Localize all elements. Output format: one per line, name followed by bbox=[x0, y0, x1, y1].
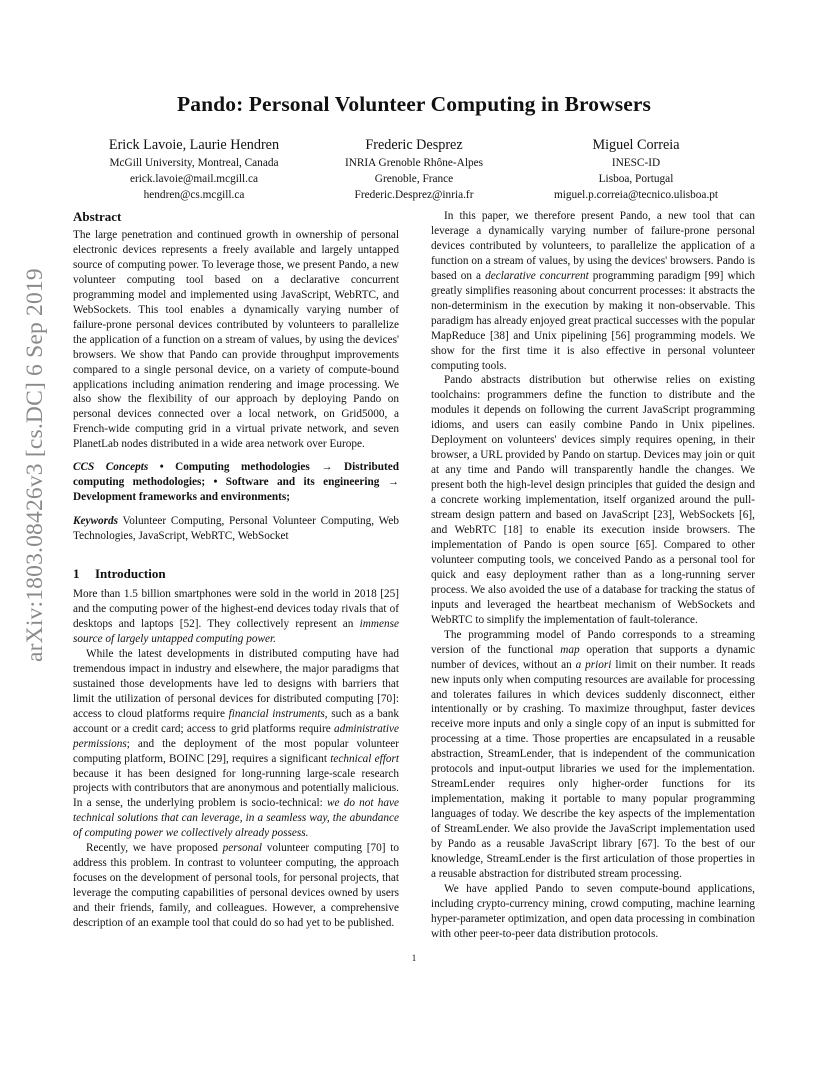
paragraph: Pando abstracts distribution but otherwise relies on existing toolchains: programmers define the function to distribute and the modules it depends on following the current JavaScript programming idioms, and users can easily combine Pando in Unix pipelines. Deployment on volunteers' devices simply requires opening, in their browser, a URL provided by Pando on startup. Devices may join or quit at any time and Pando will transparently handle the changes. We present both the high-level design principles that guided the design and a concrete working implementation, itself organized around the pull-stream design pattern and based on JavaScript [23], WebSockets [6], and WebRTC [18] to enable its execution inside browsers. The implementation of Pando is open source [65]. Compared to other volunteer computing tools, we conceived Pando as a personal tool for quick and easy deployment rather than as a long-running server process. We also avoided the use of a database for tracking the status of inputs and leveraged the heartbeat mechanism of WebSockets and WebRTC to simplify the implementation of fault-tolerance. bbox=[431, 374, 755, 626]
emphasis: financial instruments bbox=[228, 707, 325, 720]
author-name: Miguel Correia bbox=[592, 137, 680, 153]
author-location: Lisboa, Portugal bbox=[598, 173, 674, 186]
paragraph bbox=[73, 587, 399, 647]
text-run: The programming model of Pando corresponds to a streaming version of the functional bbox=[431, 628, 755, 656]
paper-title: Pando: Personal Volunteer Computing in Browsers bbox=[177, 92, 651, 116]
left-column bbox=[73, 209, 399, 931]
keywords bbox=[73, 514, 399, 544]
author-email: miguel.p.correia@tecnico.ulisboa.pt bbox=[553, 189, 719, 202]
paragraph bbox=[73, 647, 399, 841]
text-run: operation that supports a dynamic number of devices, without an bbox=[431, 643, 756, 671]
paragraph: We have applied Pando to seven compute-bound applications, including crypto-currency mining, crowd computing, machine learning hyper-parameter optimization, and open data processing in combination with other peer-to-peer data distribution protocols. bbox=[431, 882, 755, 940]
abstract-heading: Abstract bbox=[73, 209, 122, 224]
author-name: Erick Lavoie, Laurie Hendren bbox=[108, 137, 280, 153]
emphasis: personal bbox=[222, 842, 262, 855]
section-heading bbox=[73, 566, 399, 582]
text-run: programming paradigm [99] which greatly simplifies reasoning about concurrent processes: it abstracts the non-determinism in the execution by making it non-observable. This paradigm has already enjoyed great practical successes with the popular MapReduce [38] and Unix pipelining [56] programming models. We show for the first time it is also effective in personal volunteer computing tools. bbox=[431, 269, 755, 372]
paragraph bbox=[73, 841, 399, 931]
emphasis: immense source of largely untapped computing power. bbox=[73, 617, 399, 645]
author-block bbox=[516, 135, 756, 204]
paragraph bbox=[431, 209, 755, 373]
author-location: Grenoble, France bbox=[374, 173, 454, 186]
text-run: While the latest developments in distributed computing have had tremendous impact in industry and elsewhere, the major paradigms that sustained those developments have led to designs with barriers that limit the utilization of personal devices for distributed computing [70]: access to cloud platforms require bbox=[73, 647, 399, 720]
text-run: Recently, we have proposed bbox=[86, 842, 223, 855]
author-block bbox=[294, 135, 534, 204]
ccs-text: • Computing methodologies → Distributed computing methodologies; • Software and its engineering → Development frameworks and environments; bbox=[73, 461, 399, 504]
ccs-concepts bbox=[73, 460, 399, 505]
author-name: Frederic Desprez bbox=[365, 137, 463, 153]
author-email: hendren@cs.mcgill.ca bbox=[143, 189, 245, 202]
emphasis: a priori bbox=[575, 658, 612, 671]
ccs-label: CCS Concepts bbox=[73, 461, 149, 474]
abstract-text: The large penetration and continued growth in ownership of personal electronic devices represents a freely available and largely untapped source of computing power. To leverage those, we present Pando, a new volunteer computing tool based on a declarative concurrent programming model and implemented using JavaScript, WebRTC, and WebSockets. This tool enables a dynamically varying number of failure-prone personal devices contributed by volunteers to parallelize the application of a function on a stream of values, by using the devices' browsers. We show that Pando can provide throughput improvements compared to a single personal device, on a variety of compute-bound applications including animation rendering and image processing. We also show the flexibility of our approach by deploying Pando on personal devices connected over a local network, on Grid5000, a French-wide computing grid in a virtual private network, and seven PlanetLab nodes distributed in a wide area network over Europe. bbox=[73, 229, 399, 451]
text-run: volunteer computing [70] to address this problem. In contrast to volunteer computing, the approach focuses on the development of personal tools, for personal projects, that leverage the computing capabilities of personal devices owned by users and their friends, family, and colleagues. However, a comprehensive description of an example tool that could do so had yet to be published. bbox=[73, 842, 399, 930]
keywords-label: Keywords bbox=[73, 515, 118, 528]
text-run: , such as a bank account or a credit card; access to grid platforms require bbox=[73, 707, 399, 735]
author-block bbox=[74, 135, 314, 204]
author-affiliation: McGill University, Montreal, Canada bbox=[109, 157, 279, 169]
author-email: Frederic.Desprez@inria.fr bbox=[354, 189, 474, 202]
arxiv-identifier: arXiv:1803.08426v3 [cs.DC] 6 Sep 2019 bbox=[22, 268, 48, 662]
emphasis: declarative concurrent bbox=[485, 269, 589, 282]
emphasis: map bbox=[560, 643, 580, 656]
text-run: because it has been designed for long-running large-scale research projects with contributors that are anonymous and potentially malicious. In a sense, the underlying problem is socio-technical: bbox=[73, 767, 399, 810]
page-number: 1 bbox=[411, 953, 417, 963]
text-run: limit on their number. It reads new inputs only when computing resources are available for processing and tolerates failures in which devices suddenly disconnect, either intentionally or by crashing. To maximize throughput, faster devices receive more inputs and only a single copy of an input is submitted for processing at a time. Those properties are encapsulated in a reusable abstraction, StreamLender, that is independent of the communication protocols and input-output libraries we used for the implementation. StreamLender requires only higher-order functions for its implementation, making it portable to many popular programming languages of today. We describe the key aspects of the implementation of StreamLender. We also provide the JavaScript implementation used by Pando as a reusable JavaScript library [67]. To the best of our knowledge, StreamLender is the first articulation of those properties in a reusable abstraction for distributed stream processing. bbox=[431, 658, 755, 880]
emphasis: technical effort bbox=[330, 752, 399, 765]
emphasis: we do not have technical solutions that can leverage, in a seamless way, the abundance of computing power we collectively already possess. bbox=[73, 797, 399, 840]
emphasis: administrative permissions bbox=[73, 722, 399, 750]
paragraph bbox=[431, 628, 755, 882]
text-run: In this paper, we therefore present Pando, a new tool that can leverage a dynamically varying number of failure-prone personal devices contributed by volunteers, to parallelize the application of a function on a stream of values, by using the devices' browsers. Pando is based on a bbox=[431, 210, 755, 282]
keywords-text: Volunteer Computing, Personal Volunteer Computing, Web Technologies, JavaScript, WebRTC, WebSocket bbox=[73, 515, 399, 543]
right-column bbox=[431, 209, 755, 942]
author-email: erick.lavoie@mail.mcgill.ca bbox=[129, 173, 259, 186]
section-title: Introduction bbox=[95, 566, 166, 582]
text-run: ; and the deployment of the most popular volunteer computing platform, BOINC [29], requires a significant bbox=[73, 737, 399, 765]
author-affiliation: INRIA Grenoble Rhône-Alpes bbox=[344, 157, 484, 169]
text-run: More than 1.5 billion smartphones were sold in the world in 2018 [25] and the computing power of the highest-end devices today rivals that of desktops and laptops [52]. They collectively represent an bbox=[73, 588, 399, 630]
author-affiliation: INESC-ID bbox=[611, 157, 661, 169]
section-number: 1 bbox=[73, 566, 80, 582]
